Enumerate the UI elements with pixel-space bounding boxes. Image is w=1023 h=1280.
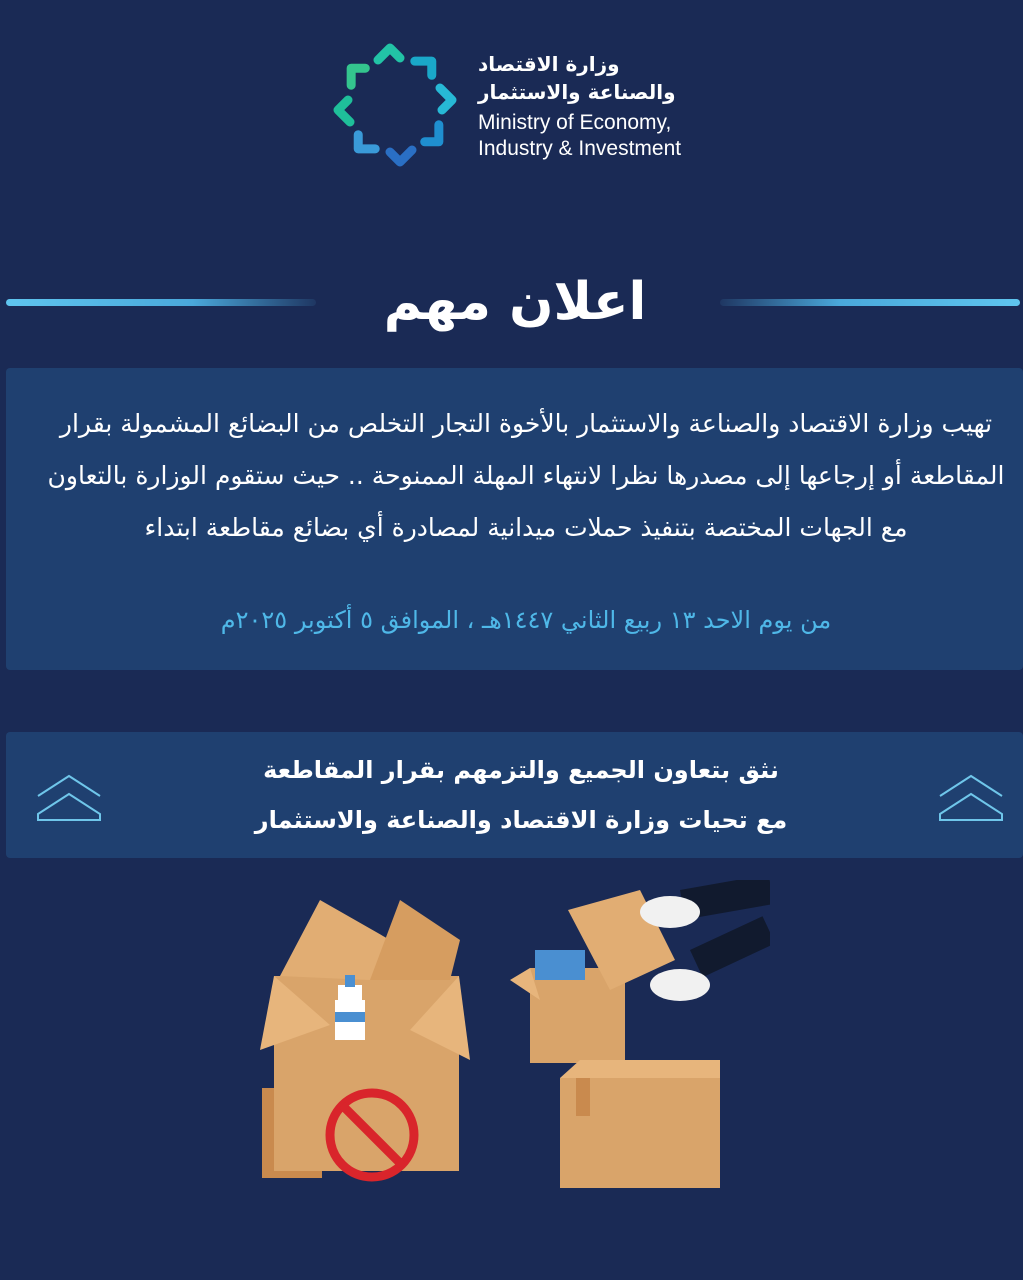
title-divider-left: [6, 299, 316, 306]
ministry-name-en-line1: Ministry of Economy,: [478, 111, 672, 134]
notice-body: تهيب وزارة الاقتصاد والصناعة والاستثمار بالأخوة التجار التخلص من البضائع المشمولة بقرار المقاطعة أو إرجاعها إلى مصدرها نظرا لانتهاء المهلة الممنوحة .. حيث ستقوم الوزارة بالتعاون مع الجهات المختصة بتنفيذ حملات ميدانية لمصادرة أي بضائع مقاطعة ابتداء: [47, 409, 1005, 542]
page-title: اعلان مهم: [383, 272, 647, 332]
double-chevron-up-icon: [936, 770, 1006, 822]
boycott-goods-illustration: [250, 880, 770, 1200]
notice-panel: [6, 368, 1023, 670]
closing-line-2: مع تحيات وزارة الاقتصاد والصناعة والاستثمار: [254, 806, 788, 834]
title-row: [0, 270, 1023, 340]
ministry-name: [478, 50, 738, 162]
title-divider-right: [720, 299, 1020, 306]
notice-date: من يوم الاحد ١٣ ربيع الثاني ١٤٤٧هـ ، الموافق ٥ أكتوبر ٢٠٢٥م: [220, 606, 832, 634]
closing-line-1: نثق بتعاون الجميع والتزمهم بقرار المقاطعة: [263, 756, 779, 784]
open-box-left: [260, 900, 470, 1178]
header: [330, 40, 730, 170]
double-chevron-up-icon: [34, 770, 104, 822]
ministry-name-ar-line1: وزارة الاقتصاد: [478, 52, 620, 76]
box-right-bottom: [560, 1060, 720, 1188]
ministry-name-ar-line2: والصناعة والاستثمار: [478, 80, 676, 104]
ministry-name-en-line2: Industry & Investment: [478, 137, 682, 160]
ministry-logo-icon: [330, 40, 460, 170]
closing-panel: [6, 732, 1023, 858]
